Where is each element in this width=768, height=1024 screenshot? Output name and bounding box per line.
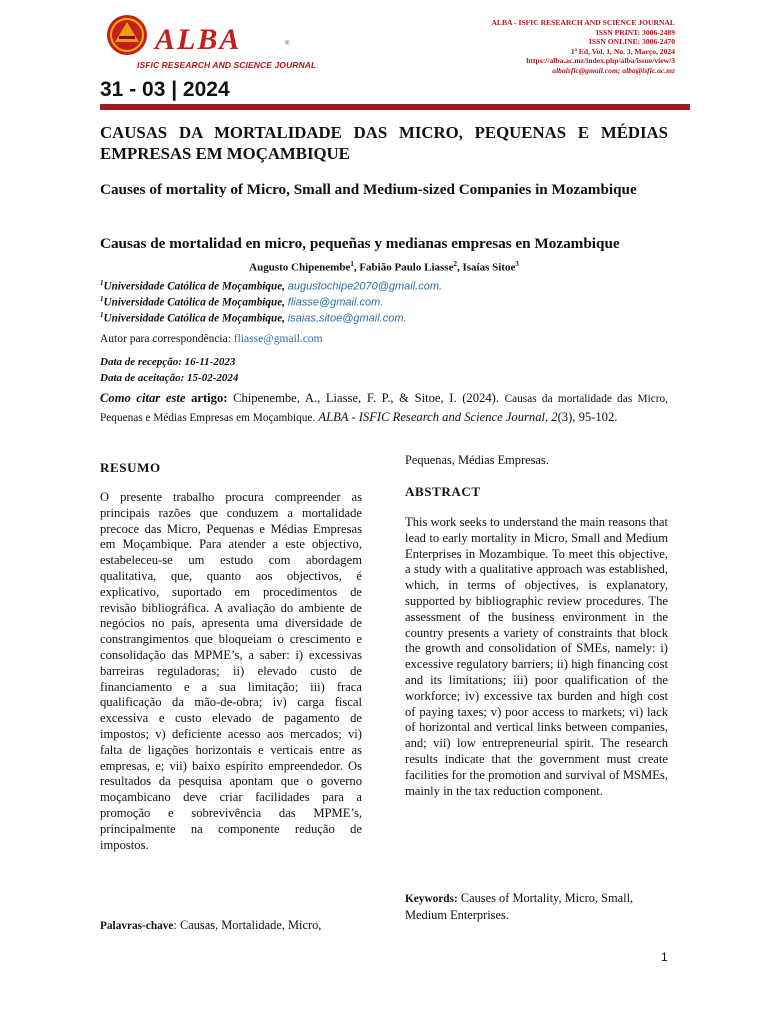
- journal-url[interactable]: https://alba.ac.mz/index.php/alba/issue/view/3: [526, 56, 675, 65]
- issn-print: ISSN PRINT: 3006-2489: [595, 27, 675, 37]
- edition-info: 1ª Ed, Vol. 1, No. 3, Março, 2024: [570, 46, 675, 56]
- journal-name: ALBA - ISFIC RESEARCH AND SCIENCE JOURNAL: [491, 18, 675, 27]
- affiliation: $^1$Universidade Católica de Moçambique, augustochipe2070@gmail.com.: [100, 279, 443, 293]
- abstract-heading: ABSTRACT: [405, 484, 481, 499]
- title-english: Causes of mortality of Micro, Small and Medium-sized Companies in Mozambique: [100, 181, 637, 198]
- keywords-pt-continued: Pequenas, Médias Empresas.: [405, 453, 549, 467]
- resumo-text: O presente trabalho procura compreender as principais razões que conduzem a mortalidade precoce das Micro, Pequenas e Médias Empresas em Moçambique. Para atender a este objectivo, estabeleceu-se um estudo com abordagem qualitativa, que, quanto aos objectivos, é explicativo, suportado em procedimentos de revisão bibliográfica. A avaliação do ambiente de negócios no país, apresenta uma diversidade de constrangimentos que bloqueiam o crescimento e consolidação das MPME’s, a saber: i) excessivas barreiras reguladoras; ii) elevado custo de financiamento e a sua limitação; iii) fraca qualificação da mão-de-obra; iv) carga fiscal excessiva e custo elevado de pagamento de impostos; v) deficiente acesso aos mercados; vi) falta de ligações horizontais e verticais entre as empresas, e; vii) baixo espírito empreendedor. Os resultados da pesquisa apontam que o governo moçambicano deve criar facilidades para a promoção e sobrevivência das MPME’s, principalmente na componente redução de impostos.: [100, 490, 362, 852]
- received-date: Data de recepção: 16-11-2023: [100, 356, 236, 368]
- author-list: Augusto Chipenembe$^1$, Fabião Paulo Liasse$^2$, Isaías Sitoe$^3$: [249, 260, 519, 274]
- email-link[interactable]: isaias.sitoe@gmail.com.: [287, 312, 407, 325]
- accepted-date: Data de aceitação: 15-02-2024: [100, 372, 239, 384]
- svg-text:®: ®: [285, 41, 290, 47]
- header-rule: [100, 104, 690, 110]
- issn-online: ISSN ONLINE: 3006-2470: [588, 37, 675, 46]
- keywords-pt: Palavras-chave: Causas, Mortalidade, Micro,: [100, 918, 322, 932]
- title-spanish: Causas de mortalidad en micro, pequeñas y medianas empresas en Mozambique: [100, 235, 620, 252]
- journal-info: [491, 18, 675, 75]
- affiliation: $^1$Universidade Católica de Moçambique, fliasse@gmail.com.: [100, 295, 384, 309]
- keywords-en: Keywords: Causes of Mortality, Micro, Small, Medium Enterprises.: [405, 891, 634, 922]
- author-name: Fabião Paulo Liasse: [359, 261, 454, 274]
- affiliation: $^1$Universidade Católica de Moçambique, isaias.sitoe@gmail.com.: [100, 311, 407, 325]
- email-link[interactable]: fliasse@gmail.com.: [287, 296, 384, 309]
- correspondence: Autor para correspondência: fliasse@gmail.com: [100, 333, 323, 345]
- logo-subtitle: ISFIC RESEARCH AND SCIENCE JOURNAL: [137, 60, 317, 70]
- correspondence-email[interactable]: fliasse@gmail.com: [233, 333, 323, 345]
- citation: Como citar este artigo: Chipenembe, A., Liasse, F. P., & Sitoe, I. (2024). Causas da mortalidade das Micro, Pequenas e Médias Empresas em Moçambique. ALBA - ISFIC Research and Science Journal, 2(3), 95-102.: [100, 391, 668, 424]
- title-portuguese: CAUSAS DA MORTALIDADE DAS MICRO, PEQUENAS E MÉDIAS EMPRESAS EM MOÇAMBIQUE: [100, 123, 668, 163]
- page-number: 1: [661, 950, 668, 964]
- resumo-heading: RESUMO: [100, 460, 161, 475]
- email-link[interactable]: augustochipe2070@gmail.com.: [287, 280, 443, 293]
- logo-wordmark: ALBA: [155, 23, 242, 56]
- author-name: Isaías Sitoe: [462, 261, 516, 274]
- issue-date: 31 - 03 | 2024: [100, 78, 230, 101]
- journal-emails[interactable]: albaisfic@gmail.com; alba@isfic.ac.mz: [552, 65, 675, 75]
- author-name: Augusto Chipenembe: [249, 261, 351, 274]
- abstract-text: This work seeks to understand the main reasons that lead to early mortality in Micro, Small and Medium Enterprises in Mozambique. To meet this objective, a study with a qualitative approach was established, which, in terms of objectives, is explanatory, supported by bibliographic review procedures. The assessment of the business environment in the country presents a variety of constraints that block the growth and consolidation of SMEs, namely: i) excessive regulatory barriers; ii) high financing cost and its limitations; iii) poor qualification of the workforce; iv) excessive tax burden and high cost of paying taxes; v) poor access to markets; vi) lack of horizontal and vertical links between companies, and; vii) low entrepreneurial spirit. The research results indicate that the government must create facilities for the promotion and survival of MSMEs, mainly in the tax reduction component.: [405, 515, 669, 798]
